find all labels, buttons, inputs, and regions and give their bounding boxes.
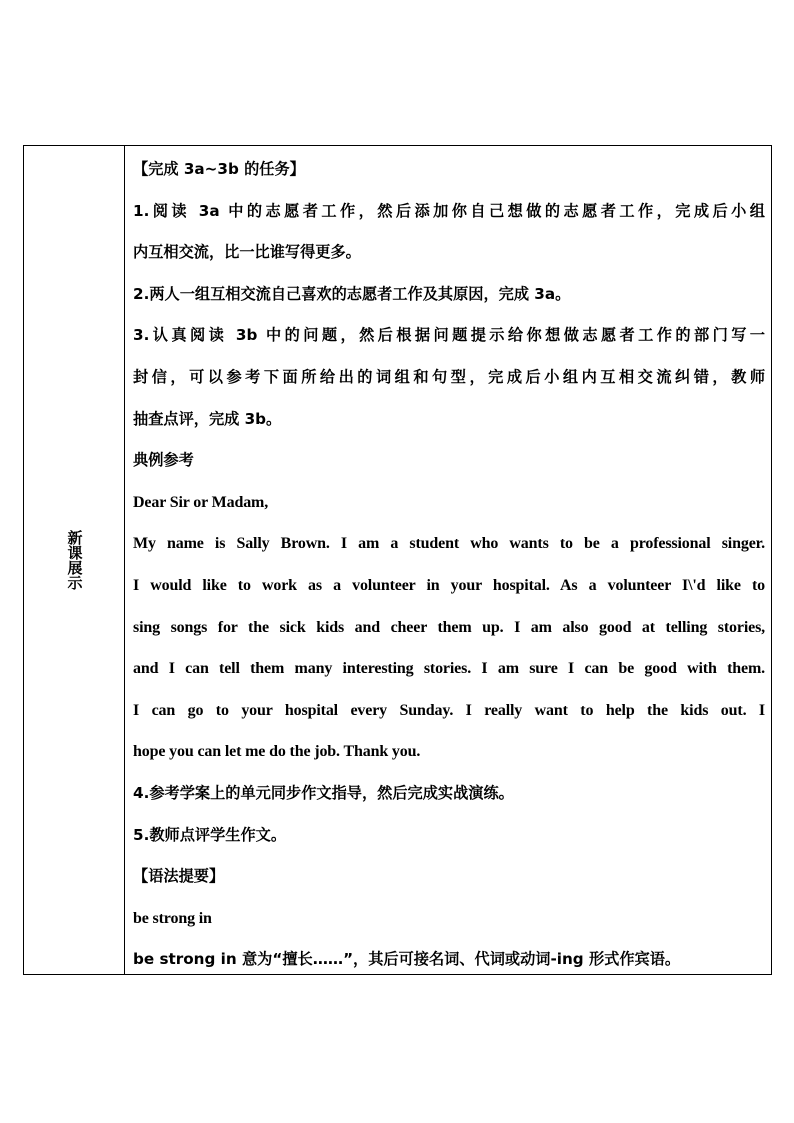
task-heading: 【完成 3a~3b 的任务】 [133,160,305,178]
task-3-line-1: 3.认真阅读 3b 中的问题，然后根据问题提示给你想做志愿者工作的部门写一 [133,326,765,345]
content-cell [125,146,771,974]
task-1-line-2: 内互相交流，比一比谁写得更多。 [133,243,361,262]
letter-line-3: sing songs for the sick kids and cheer them up. I am also good at telling stories, [133,618,765,636]
task-5: 5.教师点评学生作文。 [133,825,287,844]
letter-line-4: and I can tell them many interesting stories. I am sure I can be good with them. [133,660,765,678]
grammar-phrase: be strong in [133,909,212,927]
task-1-line-1: 1.阅读 3a 中的志愿者工作，然后添加你自己想做的志愿者工作，完成后小组 [133,201,765,220]
letter-line-1: My name is Sally Brown. I am a student who wants to be a professional singer. [133,535,765,553]
task-3-line-3: 抽查点评，完成 3b。 [133,409,282,428]
letter-salutation: Dear Sir or Madam, [133,493,269,511]
lesson-table [23,145,772,975]
grammar-explanation: be strong in 意为“擅长……”，其后可接名词、代词或动词-ing 形式作宾语。 [133,950,681,969]
task-4: 4.参考学案上的单元同步作文指导，然后完成实战演练。 [133,783,514,802]
example-heading: 典例参考 [133,451,194,470]
task-3-line-2: 封信，可以参考下面所给出的词组和句型，完成后小组内互相交流纠错，教师 [133,367,765,386]
letter-line-6: hope you can let me do the job. Thank you. [133,743,421,761]
section-label: 新课展示 [65,530,84,590]
task-2: 2.两人一组互相交流自己喜欢的志愿者工作及其原因，完成 3a。 [133,284,571,303]
grammar-heading: 【语法提要】 [133,867,225,886]
section-label-cell [24,146,125,974]
letter-line-5: I can go to your hospital every Sunday. I really want to help the kids out. I [133,701,765,719]
letter-line-2: I would like to work as a volunteer in your hospital. As a volunteer I\'d like to [133,576,765,594]
